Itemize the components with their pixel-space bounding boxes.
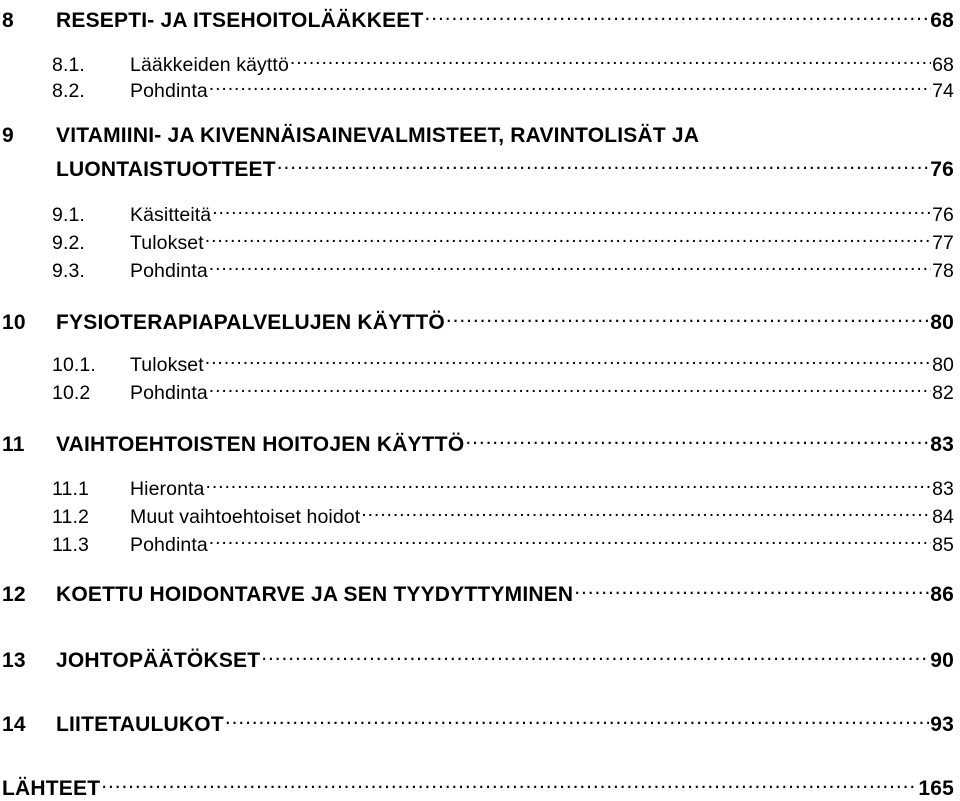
toc-entry-title: LÄHTEET [2, 777, 101, 801]
dot-leader [261, 644, 929, 667]
toc-entry-page: 74 [932, 80, 954, 103]
toc-entry-page: 86 [930, 583, 954, 607]
toc-entry-title: Muut vaihtoehtoiset hoidot [130, 506, 361, 529]
toc-entry-title: Pohdinta [130, 80, 208, 103]
toc-entry-number: 8 [2, 9, 14, 33]
toc-entry-number: 14 [2, 713, 26, 737]
toc-entry-section-9-1[interactable] [0, 200, 960, 227]
toc-entry-chapter-14[interactable] [0, 708, 960, 737]
toc-entry-chapter-8[interactable] [0, 4, 960, 33]
toc-entry-page: 68 [932, 54, 954, 77]
toc-entry-page: 85 [932, 534, 954, 557]
dot-leader [277, 153, 929, 176]
toc-entry-title: Pohdinta [130, 534, 208, 557]
toc-entry-number: 10 [2, 311, 26, 335]
toc-entry-section-8-2[interactable] [0, 76, 960, 103]
dot-leader [574, 578, 929, 601]
toc-entry-page: 83 [930, 433, 954, 457]
toc-entry-number: 9.3. [52, 260, 85, 283]
dot-leader [209, 378, 931, 399]
toc-entry-chapter-12[interactable] [0, 578, 960, 607]
toc-entry-chapter-13[interactable] [0, 644, 960, 673]
toc-entry-title: VITAMIINI- JA KIVENNÄISAINEVALMISTEET, RAVINTOLISÄT JA [56, 124, 700, 147]
dot-leader [209, 256, 931, 277]
toc-entry-page: 77 [932, 232, 954, 255]
toc-entry-number: 8.1. [52, 54, 85, 77]
toc-entry-number: 10.2 [52, 382, 91, 405]
toc-entry-number: 11.1 [52, 478, 89, 501]
toc-entry-page: 78 [932, 260, 954, 283]
toc-entry-page: 84 [932, 506, 954, 529]
toc-entry-number: 11 [2, 433, 25, 457]
toc-entry-title: VAIHTOEHTOISTEN HOITOJEN KÄYTTÖ [56, 433, 465, 457]
toc-entry-page: 80 [932, 354, 954, 377]
toc-entry-page: 76 [930, 158, 954, 182]
toc-entry-chapter-9-line-1[interactable] [0, 124, 960, 148]
dot-leader [205, 228, 931, 249]
toc-entry-section-9-2[interactable] [0, 228, 960, 255]
toc-entry-number: 10.1. [52, 354, 96, 377]
toc-entry-title: FYSIOTERAPIAPALVELUJEN KÄYTTÖ [56, 311, 445, 335]
dot-leader [206, 474, 932, 495]
dot-leader [209, 530, 931, 551]
toc-entry-number: 11.2 [52, 506, 89, 529]
toc-entry-number: 8.2. [52, 80, 85, 103]
toc-entry-chapter-10[interactable] [0, 306, 960, 335]
dot-leader [465, 428, 929, 451]
dot-leader [446, 306, 929, 329]
dot-leader [225, 708, 929, 731]
toc-entry-title: LIITETAULUKOT [56, 713, 224, 737]
toc-entry-title: Lääkkeiden käyttö [130, 54, 289, 77]
toc-entry-number: 12 [2, 583, 26, 607]
toc-entry-page: 80 [930, 311, 954, 335]
toc-entry-section-11-1[interactable] [0, 474, 960, 501]
toc-entry-section-9-3[interactable] [0, 256, 960, 283]
toc-entry-title: RESEPTI- JA ITSEHOITOLÄÄKKEET [56, 9, 424, 33]
dot-leader [212, 200, 931, 221]
toc-entry-chapter-9-line-2[interactable] [0, 153, 960, 182]
toc-entry-number: 9 [2, 124, 14, 147]
toc-entry-number: 11.3 [52, 534, 89, 557]
toc-entry-number: 13 [2, 649, 26, 673]
dot-leader [361, 502, 931, 523]
toc-entry-title: Hieronta [130, 478, 205, 501]
toc-entry-section-11-3[interactable] [0, 530, 960, 557]
toc-entry-page: 76 [932, 204, 954, 227]
toc-entry-references[interactable] [0, 772, 960, 801]
toc-entry-page: 93 [930, 713, 954, 737]
toc-entry-title: JOHTOPÄÄTÖKSET [56, 649, 261, 673]
dot-leader [205, 350, 931, 371]
dot-leader [101, 772, 917, 795]
dot-leader [425, 4, 930, 27]
toc-entry-title: Käsitteitä [130, 204, 212, 227]
toc-entry-number: 9.2. [52, 232, 85, 255]
toc-entry-title: Tulokset [130, 232, 204, 255]
toc-entry-title: Tulokset [130, 354, 204, 377]
toc-entry-page: 83 [932, 478, 954, 501]
toc-entry-title-continued: LUONTAISTUOTTEET [56, 158, 276, 182]
toc-entry-section-11-2[interactable] [0, 502, 960, 529]
dot-leader [290, 50, 931, 71]
toc-entry-section-10-1[interactable] [0, 350, 960, 377]
toc-entry-title: KOETTU HOIDONTARVE JA SEN TYYDYTTYMINEN [56, 583, 574, 607]
toc-entry-title: Pohdinta [130, 382, 208, 405]
toc-entry-section-8-1[interactable] [0, 50, 960, 77]
toc-entry-page: 90 [930, 649, 954, 673]
toc-entry-number: 9.1. [52, 204, 85, 227]
toc-entry-page: 165 [918, 777, 954, 801]
dot-leader [209, 76, 931, 97]
toc-entry-page: 68 [930, 9, 954, 33]
toc-entry-chapter-11[interactable] [0, 428, 960, 457]
toc-entry-title: Pohdinta [130, 260, 208, 283]
toc-entry-page: 82 [932, 382, 954, 405]
toc-entry-section-10-2[interactable] [0, 378, 960, 405]
